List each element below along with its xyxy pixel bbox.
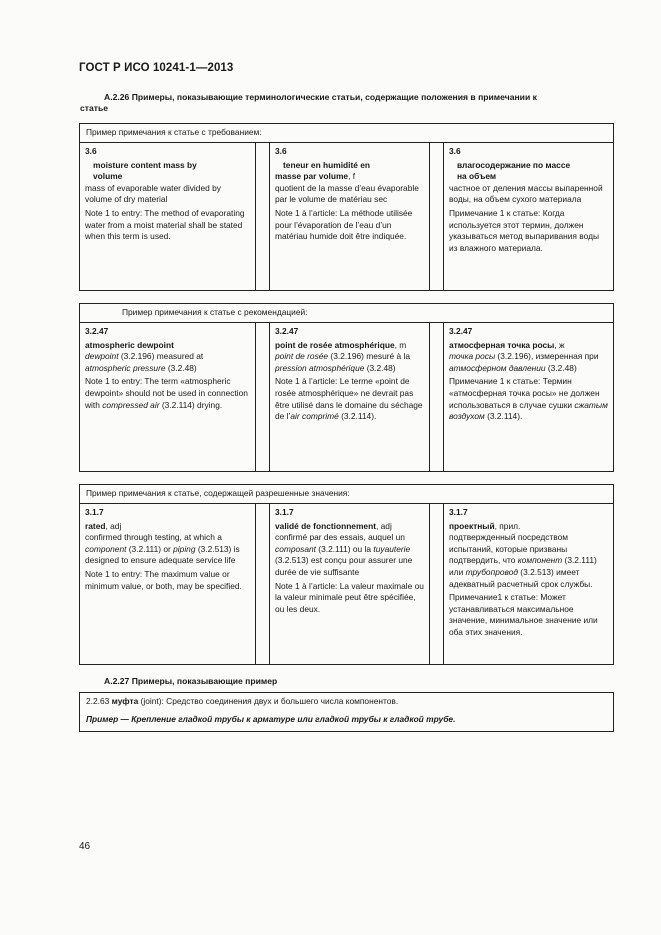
def-ref1: point de rosée (275, 351, 329, 362)
definition: частное от деления массы выпаренной воды, на объем сухого материала (449, 182, 603, 205)
def-text1: (3.2.196) mesuré à la (328, 351, 411, 362)
def-text2: (3.2.48) (165, 362, 197, 373)
term-line1: moisture content mass by (93, 159, 197, 170)
term-line2-wrap (275, 171, 424, 183)
note: Note 1 à l’article: La méthode utilisée pour l’évaporation de l’eau d’un matériau humide doit être indiquée. (275, 207, 413, 242)
def-text1: подтвержденный посредством испытаний, которые призваны подтвердить, что (449, 532, 569, 566)
section-title-line2: статье (80, 103, 109, 113)
note-text2: (3.2.114) drying. (159, 399, 223, 410)
term: проектный (449, 520, 495, 531)
def-ref2: piping (173, 543, 196, 554)
definition: mass of evaporable water divided by volume of dry material (85, 182, 221, 205)
note: Примечание 1 к статье: Когда используется этот термин, должен указываться метод выпаривания воды из влажного материала. (449, 207, 600, 253)
def-text2: (3.2.48) (364, 362, 396, 373)
definition: quotient de la masse d’eau évaporable par le volume de matériau sec (275, 182, 419, 205)
entry-number: 2.2.63 (86, 696, 112, 706)
def-text2: (3.2.48) (545, 362, 577, 373)
note-text2: (3.2.114). (338, 411, 377, 422)
term-number: 3.2.47 (85, 326, 109, 336)
definition (449, 532, 608, 590)
term-number: 3.6 (275, 146, 287, 156)
term-number: 3.1.7 (449, 507, 468, 517)
def-ref2: tuyauterie (373, 543, 411, 554)
def-text3: (3.2.513) est conçu pour assurer une durée de vie suffisante (275, 555, 413, 577)
def-text2: (3.2.111) ou la (315, 543, 374, 554)
def-text2: (3.2.111) или (449, 555, 597, 577)
def-ref2: pression atmosphérique (275, 362, 365, 373)
note: Note 1 à l’article: La valeur maximale ou la valeur minimale peut être spécifiée, ou les deux. (275, 580, 424, 614)
column-english (80, 323, 256, 471)
term-line2: volume (93, 171, 123, 182)
table-caption: Пример примечания к статье с требованием: (80, 124, 613, 143)
def-ref1: dewpoint (85, 351, 119, 362)
def-ref1: component (85, 543, 127, 554)
note-text2: (3.2.114). (484, 411, 523, 422)
term: atmospheric dewpoint (85, 339, 174, 350)
section-title: Примеры, показывающие пример (129, 676, 278, 686)
def-ref1: composant (275, 543, 316, 554)
def-ref2: трубопровод (465, 566, 518, 577)
column-french (270, 323, 430, 471)
section-a227-title (80, 676, 618, 687)
term: point de rosée atmosphérique (275, 339, 395, 350)
def-ref2: атмосферном давлении (449, 362, 546, 373)
term-number: 3.2.47 (449, 326, 473, 336)
section-number: А.2.26 (104, 92, 130, 102)
column-russian (444, 504, 613, 664)
term-gender: , ж (554, 339, 565, 350)
entry-line (86, 696, 607, 708)
column-spacer (256, 323, 270, 471)
term-gender: , m (394, 339, 407, 350)
note: Note 1 to entry: The maximum value or minimum value, or both, may be specified. (85, 568, 242, 591)
term-number: 3.1.7 (275, 507, 294, 517)
term-number: 3.1.7 (85, 507, 104, 517)
definition (85, 351, 250, 374)
term-pos: , прил. (494, 520, 521, 531)
def-ref2: atmospheric pressure (85, 362, 166, 373)
column-spacer (256, 504, 270, 664)
example-table-recommendation (79, 303, 614, 472)
term-wrap (85, 521, 250, 533)
def-text1: confirmed through testing, at which a (85, 532, 222, 543)
example-text: Пример — Крепление гладкой трубы к арматуре или гладкой трубы к гладкой трубе. (86, 713, 456, 724)
note-text1: Note 1 to entry: The term «atmospheric dewpoint» should not be used in connection with (85, 376, 248, 410)
term: rated (85, 520, 106, 531)
def-text1: (3.2.196) measured at (118, 351, 204, 362)
column-english (80, 504, 256, 664)
term-wrap (449, 340, 608, 352)
term-wrap (449, 521, 608, 533)
definition (275, 532, 424, 578)
def-text1: (3.2.196), измеренная при (495, 351, 599, 362)
note (449, 376, 608, 422)
note: Note 1 to entry: The method of evaporating water from a moist material shall be stated when this term is used. (85, 207, 245, 242)
column-french (270, 143, 430, 290)
term-number: 3.6 (449, 146, 461, 156)
def-text3: (3.2.513) имеет адекватный расчетный срок службы. (449, 566, 593, 589)
definition (275, 351, 424, 374)
term-number: 3.6 (85, 146, 97, 156)
note-text1: Note 1 à l’article: Le terme «point de rosée atmosphérique» ne devrait pas être utilisé dans le domaine du séchage de l’ (275, 376, 423, 422)
term: validé de fonctionnement (275, 520, 376, 531)
column-spacer (430, 504, 444, 664)
column-russian (444, 143, 613, 290)
section-a226-title (80, 92, 618, 114)
term-pos: , adj (105, 520, 122, 531)
column-spacer (430, 323, 444, 471)
example-box (79, 692, 614, 732)
column-spacer (430, 143, 444, 290)
note-ref: compressed air (102, 399, 160, 410)
note-text1: Примечание 1 к статье: Термин «атмосферная точка росы» не должен использоваться в случае сушки (449, 376, 600, 410)
term-line2: на объем (457, 171, 497, 182)
note-ref: air comprimé (290, 411, 339, 422)
column-french (270, 504, 430, 664)
term-line1: teneur en humidité en (283, 159, 371, 170)
document-header: ГОСТ Р ИСО 10241-1—2013 (79, 62, 234, 74)
term-pos: , adj (375, 520, 392, 531)
note (275, 376, 424, 422)
term-number: 3.2.47 (275, 326, 299, 336)
entry-definition: (joint): Средство соединения двух и большего числа компонентов. (138, 696, 399, 706)
definition (85, 532, 250, 567)
def-text3: (3.2.513) is designed to ensure adequate service life (85, 543, 240, 566)
section-number: А.2.27 (104, 676, 130, 686)
def-text1: confirmé par des essais, auquel un (275, 532, 405, 543)
page-number: 46 (79, 841, 91, 852)
def-ref1: компонент (517, 555, 563, 566)
section-title-line1: Примеры, показывающие терминологические статьи, содержащие положения в примечании к (129, 92, 537, 102)
term-line2: masse par volume (275, 171, 349, 182)
term-wrap (275, 340, 424, 352)
term-line1: влагосодержание по массе (457, 159, 571, 170)
note-ref: сжатым воздухом (449, 399, 608, 422)
entry-term: муфта (111, 696, 139, 706)
term: атмосферная точка росы (449, 339, 555, 350)
def-ref1: точка росы (449, 351, 496, 362)
column-spacer (256, 143, 270, 290)
column-english (80, 143, 256, 290)
term-gender: , f (348, 171, 356, 182)
note: Примечание1 к статье: Может устанавливаться максимальное значение, минимальное значение или оба этих значения. (449, 592, 598, 637)
term-wrap (275, 521, 424, 533)
table-caption: Пример примечания к статье с рекомендацией: (80, 304, 613, 323)
table-caption: Пример примечания к статье, содержащей разрешенные значения: (80, 485, 613, 504)
column-russian (444, 323, 613, 471)
example-table-requirement (79, 123, 614, 291)
definition (449, 351, 608, 374)
example-table-permitted-values (79, 484, 614, 665)
def-text2: (3.2.111) or (126, 543, 174, 554)
note (85, 376, 250, 411)
